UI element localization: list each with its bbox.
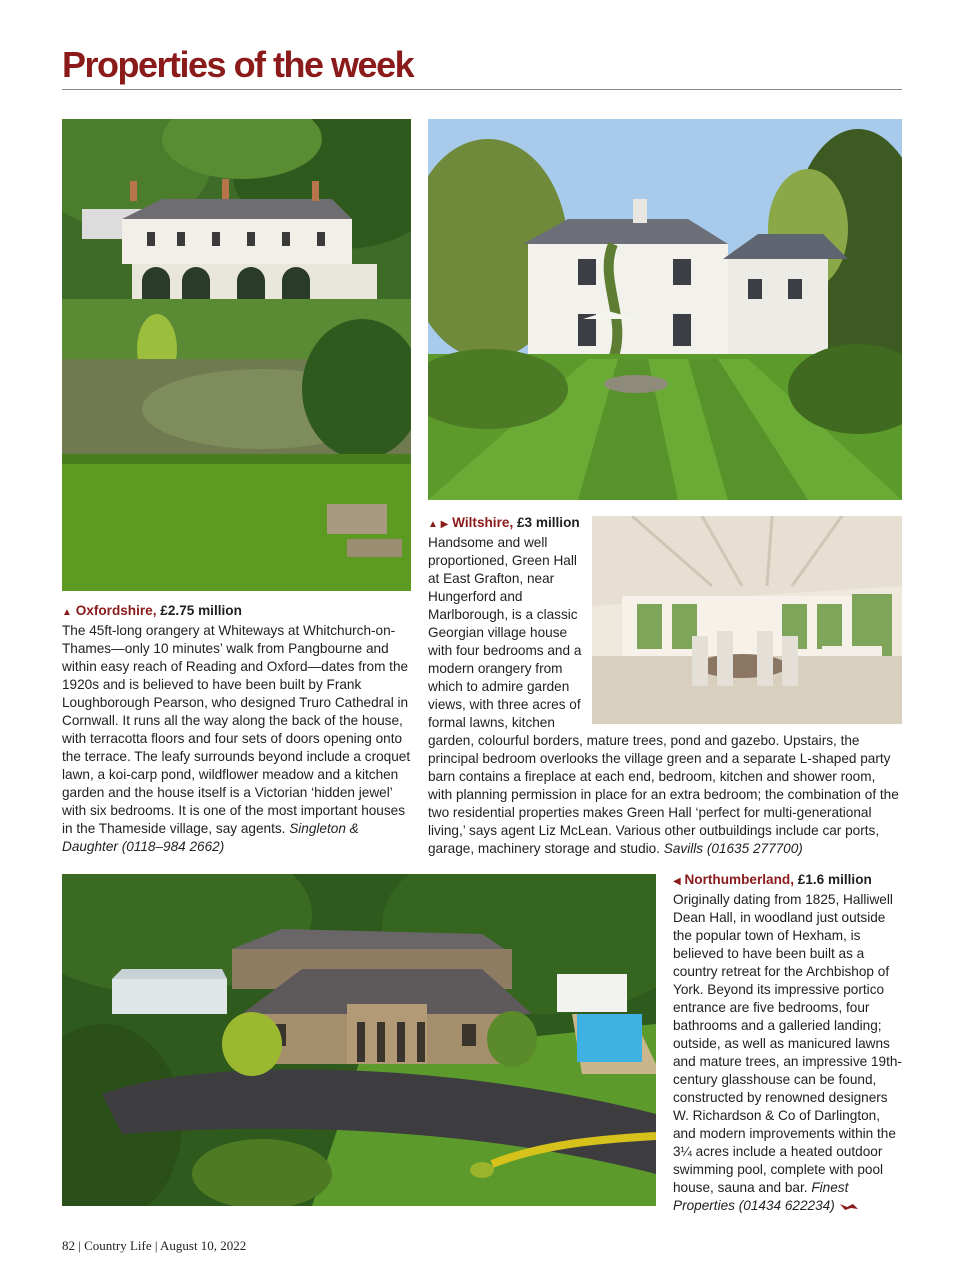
up-arrow-icon: ▲ xyxy=(62,607,72,618)
northumberland-agent: Finest Properties (01434 622234) xyxy=(673,1180,849,1213)
up-right-arrows-icon: ▲ ▶ xyxy=(428,519,449,530)
wiltshire-photo xyxy=(428,119,902,500)
northumberland-region: Northumberland, xyxy=(684,872,794,887)
wiltshire-orangery-photo xyxy=(592,516,902,724)
wiltshire-price: £3 million xyxy=(513,515,580,530)
northumberland-body: Originally dating from 1825, Halliwell Dean Hall, in woodland just outside the popular town of Hexham, is believed to have been built as a country retreat for the Archbishop of York. Beyond its impressive portico entrance are five bedrooms, four bathrooms and a galleried landing; outside, as well as manicured lawns and mature trees, an impressive 19th-century glasshouse can be found, constructed by renowned designers W. Richardson & Co of Darlington, and modern improvements within the 3¼ acres include a heated outdoor swimming pool, complete with pool house, sauna and bar. xyxy=(673,892,902,1195)
oxfordshire-agent: Singleton & Daughter (0118–984 2662) xyxy=(62,821,359,854)
oxfordshire-region: Oxfordshire, xyxy=(75,603,157,618)
northumberland-caption xyxy=(673,871,903,1215)
oxfordshire-caption xyxy=(62,602,412,856)
oxfordshire-body: The 45ft-long orangery at Whiteways at Whitchurch-on-Thames—only 10 minutes’ walk from Pangbourne and within easy reach of Reading and Oxford—dates from the 1920s and is believed to have been built by Frank Loughborough Pearson, who designed Truro Cathedral in Cornwall. It runs all the way along the back of the house, with terracotta floors and four sets of doors opening onto the terrace. The leafy surrounds beyond include a croquet lawn, a koi-carp pond, wildflower meadow and a kitchen garden and the house itself is a Victorian ‘hidden jewel’ with six bedrooms. It is one of the most important houses in the Thameside village, say agents. xyxy=(62,623,411,836)
northumberland-photo xyxy=(62,874,656,1206)
wiltshire-agent: Savills (01635 277700) xyxy=(663,841,803,856)
page-title: Properties of the week xyxy=(62,44,414,85)
northumberland-price: £1.6 million xyxy=(794,872,872,887)
end-mark-icon xyxy=(839,1198,859,1213)
page-folio: 82 | Country Life | August 10, 2022 xyxy=(62,1238,247,1253)
wiltshire-region: Wiltshire, xyxy=(452,515,514,530)
oxfordshire-price: £2.75 million xyxy=(156,603,242,618)
title-rule xyxy=(62,89,902,90)
oxfordshire-photo xyxy=(62,119,411,591)
left-arrow-icon: ◀ xyxy=(673,876,681,887)
wiltshire-body: Handsome and well proportioned, Green Hall at East Grafton, near Hungerford and Marlborough, is a classic Georgian village house with four bedrooms and a modern orangery from which to admire garden views, with three acres of formal lawns, kitchen garden, colourful borders, mature trees, pond and gazebo. Upstairs, the principal bedroom overlooks the village green and a separate L-shaped party barn contains a fireplace at each end, bedroom, kitchen and shower room, with planning permission in place for an extra bedroom; the combination of the two residential properties makes Green Hall ‘perfect for multi-generational living,’ says agent Liz McLean. Various other outbuildings include car ports, garage, machinery storage and studio. xyxy=(428,535,899,856)
wiltshire-caption xyxy=(428,514,902,858)
